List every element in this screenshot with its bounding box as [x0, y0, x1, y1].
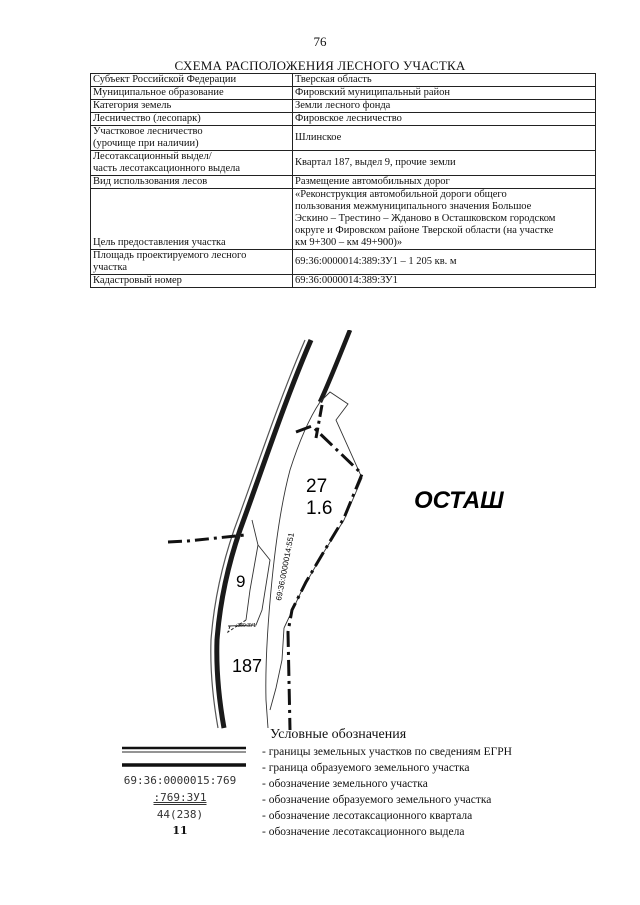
allotment-label: [91, 151, 293, 176]
plot-label: 9: [236, 572, 246, 591]
allotment-label-line-1: Лесотаксационный выдел/: [93, 151, 212, 162]
subject-label: Субъект Российской Федерации: [91, 74, 293, 87]
legend-item: - обозначение образуемого земельного участка: [262, 794, 492, 806]
area-label-line-2: участка: [93, 262, 128, 273]
sample-allotment-number: 11: [172, 824, 188, 837]
egrn-boundary-symbol: [122, 746, 246, 754]
egrn-boundary-road: [217, 340, 311, 728]
purpose-line: км 9+300 – км 49+900)»: [295, 237, 403, 248]
district-label-line-1: Участковое лесничество: [93, 126, 203, 137]
legend-item: - обозначение лесотаксационного квартала: [262, 810, 473, 822]
legend-item: - границы земельных участков по сведениям ЕГРН: [262, 746, 512, 758]
parcel-outline: [228, 545, 270, 626]
purpose-line: пользования межмуниципального значения Большое: [295, 201, 532, 212]
purpose-line: Эскино – Трестино – Жданово в Осташковском городском: [295, 213, 556, 224]
table-row: [91, 275, 596, 288]
area-label: [91, 250, 293, 275]
table-row: [91, 151, 596, 176]
allotment-number-label: 1.6: [306, 498, 333, 519]
legend-item: - обозначение лесотаксационного выдела: [262, 826, 465, 838]
parcel-outline: [246, 520, 258, 620]
usage-value: Размещение автомобильных дорог: [293, 176, 596, 189]
region-label: ОСТАШ: [414, 487, 504, 514]
sample-quarter-number: 44(238): [156, 808, 204, 821]
purpose-value: [293, 189, 596, 250]
legend-item: - граница образуемого земельного участка: [262, 762, 470, 774]
quarter-boundary-west: [168, 535, 245, 542]
parcel-label: 69:36:0000014:551: [274, 531, 297, 602]
sample-new-parcel-number: :769:ЗУ1: [153, 791, 207, 804]
table-row: [91, 100, 596, 113]
district-label-line-2: (урочище при наличии): [93, 138, 199, 149]
info-table: [90, 73, 596, 288]
table-row: [91, 74, 596, 87]
purpose-label: Цель предоставления участка: [91, 189, 293, 250]
table-row: [91, 250, 596, 275]
district-label: [91, 126, 293, 151]
table-row: [91, 189, 596, 250]
usage-label: Вид использования лесов: [91, 176, 293, 189]
area-label-line-1: Площадь проектируемого лесного: [93, 250, 247, 261]
cadastral-map: [0, 330, 640, 730]
forestry-label: Лесничество (лесопарк): [91, 113, 293, 126]
new-boundary-symbol: [122, 762, 246, 768]
cadastral-value: 69:36:0000014:389:ЗУ1: [293, 275, 596, 288]
document-title: СХЕМА РАСПОЛОЖЕНИЯ ЛЕСНОГО УЧАСТКА: [174, 58, 466, 73]
land-category-value: Земли лесного фонда: [293, 100, 596, 113]
legend-item: - обозначение земельного участка: [262, 778, 428, 790]
table-row: [91, 176, 596, 189]
allotment-label-line-2: часть лесотаксационного выдела: [93, 163, 241, 174]
purpose-line: «Реконструкция автомобильной дороги общего: [295, 189, 507, 200]
municipality-label: Муниципальное образование: [91, 87, 293, 100]
table-row: [91, 113, 596, 126]
cadastral-label: Кадастровый номер: [91, 275, 293, 288]
subject-value: Тверская область: [293, 74, 596, 87]
small-parcel-label: :389:ЗУ1: [236, 623, 257, 629]
parcel-outline: [266, 402, 320, 728]
quarter-number-label: 27: [306, 476, 328, 497]
parcel-outline: [270, 628, 284, 710]
district-value: Шлинское: [293, 126, 596, 151]
land-category-label: Категория земель: [91, 100, 293, 113]
table-row: [91, 87, 596, 100]
municipality-value: Фировский муниципальный район: [293, 87, 596, 100]
sample-parcel-number: 69:36:0000015:769: [123, 774, 237, 787]
egrn-boundary-right: [320, 330, 350, 402]
page-number: 76: [313, 34, 327, 49]
quarter-boundary-north: [316, 405, 322, 438]
forestry-value: Фировское лесничество: [293, 113, 596, 126]
purpose-line: округе и Фировском районе Тверской области (на участке: [295, 225, 554, 236]
table-row: [91, 126, 596, 151]
legend-title: Условные обозначения: [270, 727, 407, 742]
legend-list: [262, 744, 512, 840]
quarter-boundary: [288, 426, 362, 730]
allotment-value: Квартал 187, выдел 9, прочие земли: [293, 151, 596, 176]
quarter-label: 187: [232, 656, 263, 676]
area-value: 69:36:0000014:389:ЗУ1 – 1 205 кв. м: [293, 250, 596, 275]
